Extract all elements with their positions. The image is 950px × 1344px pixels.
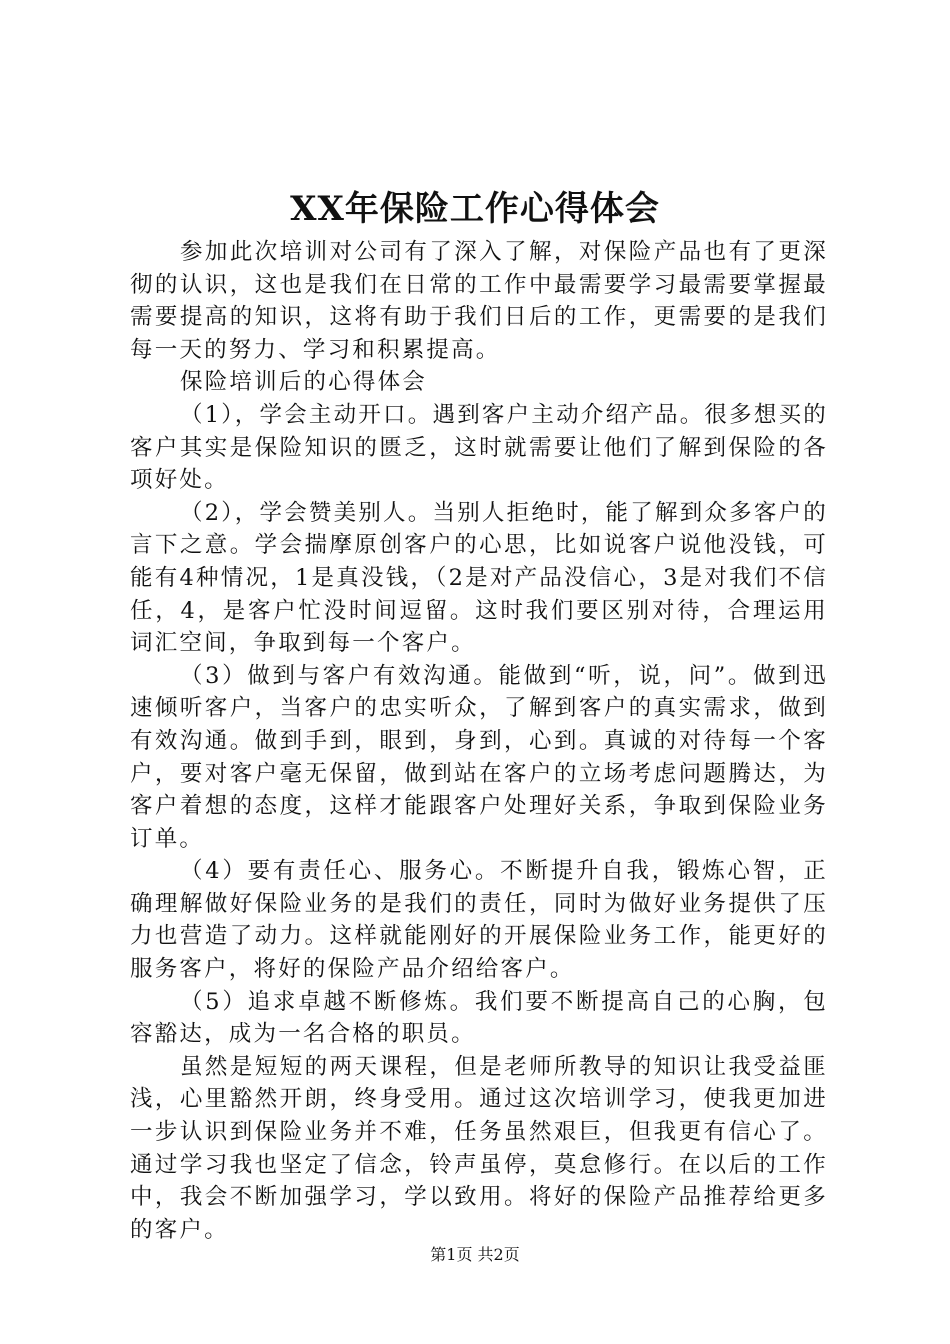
paragraph-point-2: （2），学会赞美别人。当别人拒绝时，能了解到众多客户的言下之意。学会揣摩原创客户的心思，比如说客户说他没钱，可能有4种情况，1是真没钱，（2是对产品没信心，3是对我们不信任，4，是客户忙没时间逗留。这时我们要区别对待，合理运用词汇空间，争取到每一个客户。 — [130, 499, 828, 657]
paragraph-subheading: 保险培训后的心得体会 — [180, 369, 428, 396]
paragraph-point-5: （5）追求卓越不断修炼。我们要不断提高自己的心胸，包容豁达，成为一名合格的职员。 — [130, 988, 828, 1048]
paragraph-point-1: （1），学会主动开口。遇到客户主动介绍产品。很多想买的客户其实是保险知识的匮乏，这时就需要让他们了解到保险的各项好处。 — [130, 401, 828, 494]
paragraph-point-3: （3）做到与客户有效沟通。能做到“听，说，问”。做到迅速倾听客户，当客户的忠实听众，了解到客户的真实需求，做到有效沟通。做到手到，眼到，身到，心到。真诚的对待每一个客户，要对客户毫无保留，做到站在客户的立场考虑问题腾达，为客户着想的态度，这样才能跟客户处理好关系，争取到保险业务订单。 — [130, 662, 828, 852]
document-title: XX年保险工作心得体会 — [290, 189, 660, 229]
paragraph-intro: 参加此次培训对公司有了深入了解，对保险产品也有了更深彻的认识，这也是我们在日常的工作中最需要学习最需要掌握最需要提高的知识，这将有助于我们日后的工作，更需要的是我们每一天的努力、学习和积累提高。 — [130, 239, 828, 363]
paragraph-conclusion: 虽然是短短的两天课程，但是老师所教导的知识让我受益匪浅，心里豁然开朗，终身受用。通过这次培训学习，使我更加进一步认识到保险业务并不难，任务虽然艰巨，但我更有信心了。通过学习我也坚定了信念，铃声虽停，莫怠修行。在以后的工作中，我会不断加强学习，学以致用。将好的保险产品推荐给更多的客户。 — [130, 1053, 828, 1243]
document-body — [130, 236, 828, 1246]
paragraph-point-4: （4）要有责任心、服务心。不断提升自我，锻炼心智，正确理解做好保险业务的是我们的责任，同时为做好业务提供了压力也营造了动力。这样就能刚好的开展保险业务工作，能更好的服务客户，将好的保险产品介绍给客户。 — [130, 858, 828, 983]
page-number-footer: 第1页 共2页 — [430, 1245, 520, 1264]
